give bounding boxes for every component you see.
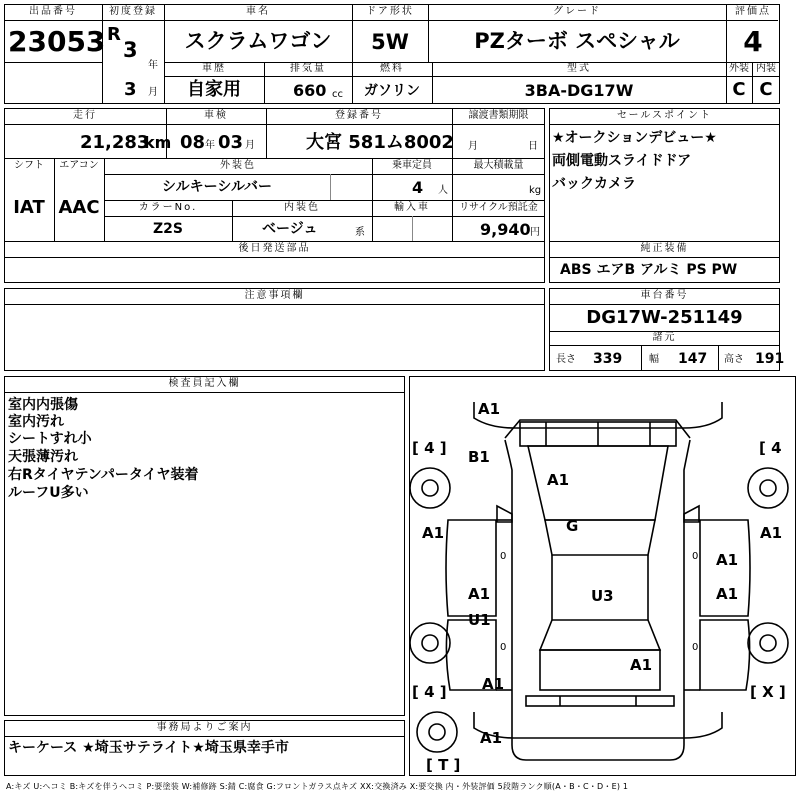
capacity-unit: 人 bbox=[438, 185, 448, 196]
tire-front-right: [ 4 bbox=[759, 439, 782, 457]
recycle-label: リサイクル預託金 bbox=[459, 202, 538, 213]
spare-tire: [ T ] bbox=[426, 756, 461, 774]
model-label: 型式 bbox=[567, 63, 591, 74]
mileage: 21,283 bbox=[80, 132, 150, 153]
interior-grade: C bbox=[759, 79, 773, 100]
first-registration-label: 初度登録 bbox=[109, 6, 157, 17]
inspection-year-unit: 年 bbox=[205, 140, 215, 151]
spec-label: 諸元 bbox=[652, 332, 677, 343]
interior-color-label: 内装色 bbox=[284, 202, 320, 213]
sales-point-label: セールスポイント bbox=[616, 110, 713, 121]
car-name: スクラムワゴン bbox=[184, 29, 332, 53]
sales-point-line-1: ★オークションデビュー★ bbox=[552, 130, 717, 146]
mark-right-front-door: A1 bbox=[760, 524, 783, 542]
width: 147 bbox=[678, 351, 708, 367]
inspector-label: 検査員記入欄 bbox=[168, 378, 241, 389]
shift-label: シフト bbox=[14, 160, 44, 171]
year-unit: 年 bbox=[148, 60, 158, 71]
inspection-year: 08 bbox=[180, 132, 206, 153]
history: 自家用 bbox=[187, 79, 241, 100]
later-parts-label: 後日発送部品 bbox=[238, 243, 311, 254]
sales-point-line-3: バックカメラ bbox=[552, 176, 636, 192]
inspection-month: 03 bbox=[218, 132, 244, 153]
mark-rear-bumper: A1 bbox=[480, 729, 503, 747]
mark-roof-front: A1 bbox=[547, 471, 570, 489]
aircon: AAC bbox=[58, 197, 100, 218]
score-label: 評価点 bbox=[735, 6, 771, 17]
mileage-label: 走行 bbox=[73, 110, 97, 121]
interior-color-unit: 系 bbox=[355, 227, 365, 238]
aircon-label: エアコン bbox=[59, 160, 99, 171]
max-load-label: 最大積載量 bbox=[473, 160, 524, 171]
zero-mark: 0 bbox=[692, 642, 699, 653]
color-no-label: カラーNo. bbox=[138, 202, 198, 213]
mark-left-front-door: A1 bbox=[422, 524, 445, 542]
inspector-note-4: 天張薄汚れ bbox=[8, 449, 78, 465]
displacement-label: 排気量 bbox=[290, 63, 326, 74]
legend: A:キズ U:ヘコミ B:キズを伴うヘコミ P:要塗装 W:補修跡 S:錆 C:腐食 G:フロントガラス点キズ XX:交換済み X:要交換 内・外装評価 5段階ランク順(A・B・C・D・E) 1 bbox=[6, 782, 629, 791]
car-name-label: 車名 bbox=[246, 6, 270, 17]
registration-year: 3 bbox=[123, 38, 138, 62]
tire-rear-right: [ X ] bbox=[750, 683, 786, 701]
mark-right-rear-door: A1 bbox=[716, 551, 739, 569]
exterior-grade: C bbox=[732, 79, 746, 100]
mark-rear-center: A1 bbox=[630, 656, 653, 674]
inspection-month-unit: 月 bbox=[245, 140, 255, 151]
recycle-fee: 9,940 bbox=[480, 220, 531, 239]
mark-front-bumper: A1 bbox=[478, 400, 501, 418]
grade: PZターボ スペシャル bbox=[474, 29, 680, 53]
mark-roof-rear: U3 bbox=[591, 587, 614, 605]
office-label: 事務局よりご案内 bbox=[156, 722, 253, 733]
lot-label: 出品番号 bbox=[29, 6, 77, 17]
mark-left-rear-quarter: A1 bbox=[482, 675, 505, 693]
equipment: ABS エアB アルミ PS PW bbox=[560, 262, 738, 278]
chassis-number: DG17W-251149 bbox=[586, 307, 743, 328]
inspector-note-3: シートすれ小 bbox=[8, 431, 92, 447]
chassis-label: 車台番号 bbox=[640, 290, 689, 301]
mark-left-rear-door-top: A1 bbox=[468, 585, 491, 603]
inspector-note-6: ルーフU多い bbox=[8, 485, 89, 501]
score: 4 bbox=[743, 25, 763, 58]
mileage-unit: km bbox=[144, 133, 172, 152]
capacity: 4 bbox=[412, 178, 424, 197]
length: 339 bbox=[593, 351, 623, 367]
inspector-note-5: 右Rタイヤテンパータイヤ装着 bbox=[8, 467, 199, 483]
tire-front-left: [ 4 ] bbox=[412, 439, 447, 457]
caution-label: 注意事項欄 bbox=[244, 290, 305, 301]
mark-hood-left: B1 bbox=[468, 448, 490, 466]
import-label: 輸入車 bbox=[394, 202, 430, 213]
exterior-color: シルキーシルバー bbox=[161, 179, 273, 195]
fuel: ガソリン bbox=[364, 83, 420, 99]
sales-point-line-2: 両側電動スライドドア bbox=[552, 153, 692, 169]
displacement: 660 bbox=[293, 81, 327, 100]
era: R bbox=[107, 24, 121, 45]
interior-color: ベージュ bbox=[262, 221, 318, 237]
interior-label: 内装 bbox=[756, 63, 776, 74]
grade-label: グレード bbox=[553, 6, 601, 17]
zero-mark: 0 bbox=[500, 551, 507, 562]
door-type: 5W bbox=[371, 30, 409, 54]
model: 3BA-DG17W bbox=[524, 81, 634, 100]
exterior-label: 外装 bbox=[729, 63, 749, 74]
inspection-label: 車検 bbox=[204, 110, 228, 121]
height: 191 bbox=[755, 351, 785, 367]
mark-right-rear-panel: A1 bbox=[716, 585, 739, 603]
zero-mark: 0 bbox=[500, 642, 507, 653]
doc-month-unit: 月 bbox=[468, 141, 478, 152]
plate-label: 登録番号 bbox=[335, 110, 383, 121]
width-label: 幅 bbox=[649, 354, 659, 365]
equipment-label: 純正装備 bbox=[640, 243, 689, 254]
mark-roof-center: G bbox=[566, 517, 579, 535]
inspector-note-2: 室内汚れ bbox=[8, 414, 64, 430]
mark-left-rear-door-bottom: U1 bbox=[468, 611, 491, 629]
shift: IAT bbox=[13, 197, 45, 218]
registration-month: 3 bbox=[124, 79, 137, 100]
month-unit: 月 bbox=[148, 87, 158, 98]
length-label: 長さ bbox=[556, 354, 576, 365]
tire-rear-left: [ 4 ] bbox=[412, 683, 447, 701]
doc-day-unit: 日 bbox=[528, 141, 538, 152]
document-deadline-label: 譲渡書類期限 bbox=[468, 110, 529, 121]
inspector-note-1: 室内内張傷 bbox=[8, 397, 78, 413]
color-label: 外装色 bbox=[220, 160, 256, 171]
color-no: Z2S bbox=[153, 221, 183, 237]
door-label: ドア形状 bbox=[366, 6, 414, 17]
height-label: 高さ bbox=[724, 354, 744, 365]
zero-mark: 0 bbox=[692, 551, 699, 562]
plate-number: 大宮 581ム8002 bbox=[306, 132, 454, 153]
office-note: キーケース ★埼玉サテライト★埼玉県幸手市 bbox=[8, 740, 289, 756]
recycle-unit: 円 bbox=[530, 227, 540, 238]
max-load-unit: kg bbox=[529, 185, 542, 196]
displacement-unit: cc bbox=[332, 89, 343, 100]
lot-number: 23053 bbox=[8, 25, 106, 58]
history-label: 車歴 bbox=[202, 63, 226, 74]
capacity-label: 乗車定員 bbox=[392, 160, 432, 171]
fuel-label: 燃料 bbox=[380, 63, 404, 74]
